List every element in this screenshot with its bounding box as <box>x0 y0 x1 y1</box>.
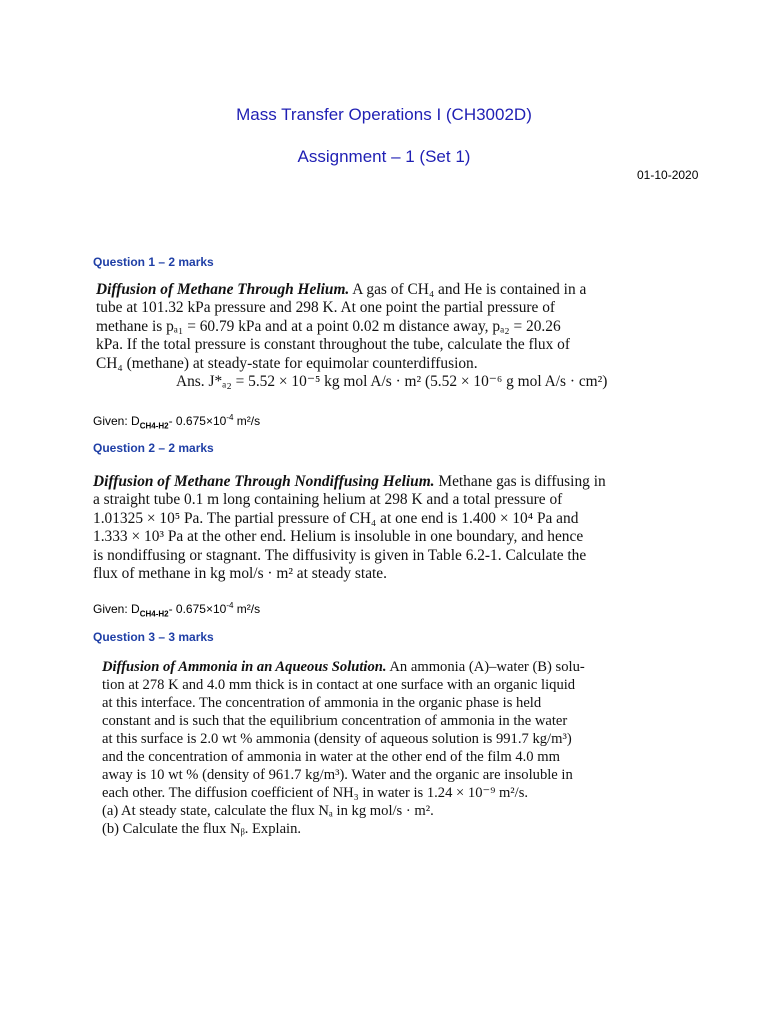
given-unit: m²/s <box>233 602 261 616</box>
given-prefix: Given: D <box>93 414 140 428</box>
question-3-line: (a) At steady state, calculate the flux Nₐ in kg mol/s · m². <box>102 803 434 819</box>
given-value: - 0.675×10 <box>168 602 227 616</box>
question-1-line: A gas of CH₄ and He is contained in a <box>349 281 587 298</box>
question-2-line: 1.333 × 10³ Pa at the other end. Helium is insoluble in one boundary, and hence <box>93 528 584 546</box>
question-3-text <box>102 658 585 838</box>
question-1-line: tube at 101.32 kPa pressure and 298 K. At one point the partial pressure of <box>96 299 556 317</box>
question-2-line: a straight tube 0.1 m long containing helium at 298 K and a total pressure of <box>93 491 563 509</box>
question-3-heading: Question 3 – 3 marks <box>93 630 214 644</box>
question-1-heading: Question 1 – 2 marks <box>93 255 214 269</box>
question-3-line: away is 10 wt % (density of 961.7 kg/m³). Water and the organic are insoluble in <box>102 767 573 783</box>
question-2-given <box>93 601 260 618</box>
question-2-line: is nondiffusing or stagnant. The diffusivity is given in Table 6.2-1. Calculate the <box>93 546 587 564</box>
question-1-line: kPa. If the total pressure is constant throughout the tube, calculate the flux of <box>96 336 570 354</box>
given-exponent: -4 <box>226 601 234 610</box>
assignment-date: 01-10-2020 <box>637 168 699 182</box>
question-3-line: An ammonia (A)–water (B) solu- <box>386 659 585 675</box>
question-3-line: tion at 278 K and 4.0 mm thick is in contact at one surface with an organic liquid <box>102 677 576 693</box>
question-3-line: each other. The diffusion coefficient of NH₃ in water is 1.24 × 10⁻⁹ m²/s. <box>102 785 529 801</box>
question-2-line: flux of methane in kg mol/s · m² at steady state. <box>93 565 387 583</box>
question-3-line: (b) Calculate the flux Nᵦ. Explain. <box>102 821 302 837</box>
given-subscript: CH4-H2 <box>139 609 169 619</box>
question-3-lead: Diffusion of Ammonia in an Aqueous Solution. <box>102 659 387 675</box>
question-3-line: constant and is such that the equilibrium concentration of ammonia in the water <box>102 713 568 729</box>
question-3-line: at this surface is 2.0 wt % ammonia (density of aqueous solution is 991.7 kg/m³) <box>102 731 572 747</box>
given-value: - 0.675×10 <box>168 414 227 428</box>
given-unit: m²/s <box>233 414 261 428</box>
given-subscript: CH4-H2 <box>139 421 169 431</box>
question-1-line: CH₄ (methane) at steady-state for equimolar counterdiffusion. <box>96 354 478 372</box>
given-exponent: -4 <box>226 413 234 422</box>
question-2-heading: Question 2 – 2 marks <box>93 441 214 455</box>
question-3-line: at this interface. The concentration of ammonia in the organic phase is held <box>102 695 542 711</box>
question-1-answer: Ans. J*ₐ₂ = 5.52 × 10⁻⁵ kg mol A/s · m² (5.52 × 10⁻⁶ g mol A/s · cm²) <box>176 373 608 391</box>
question-1-text <box>96 281 607 391</box>
question-2-line: Methane gas is diffusing in <box>434 473 606 490</box>
question-2-line: 1.01325 × 10⁵ Pa. The partial pressure of CH₄ at one end is 1.400 × 10⁴ Pa and <box>93 509 579 527</box>
course-title: Mass Transfer Operations I (CH3002D) <box>236 105 532 124</box>
question-3-line: and the concentration of ammonia in water at the other end of the film 4.0 mm <box>102 749 560 765</box>
question-2-text <box>93 473 606 583</box>
given-prefix: Given: D <box>93 602 140 616</box>
assignment-title: Assignment – 1 (Set 1) <box>297 147 471 166</box>
question-1-lead: Diffusion of Methane Through Helium. <box>96 281 350 298</box>
question-2-lead: Diffusion of Methane Through Nondiffusing Helium. <box>93 473 435 490</box>
question-1-line: methane is pₐ₁ = 60.79 kPa and at a point 0.02 m distance away, pₐ₂ = 20.26 <box>96 317 561 335</box>
question-1-given <box>93 413 260 430</box>
